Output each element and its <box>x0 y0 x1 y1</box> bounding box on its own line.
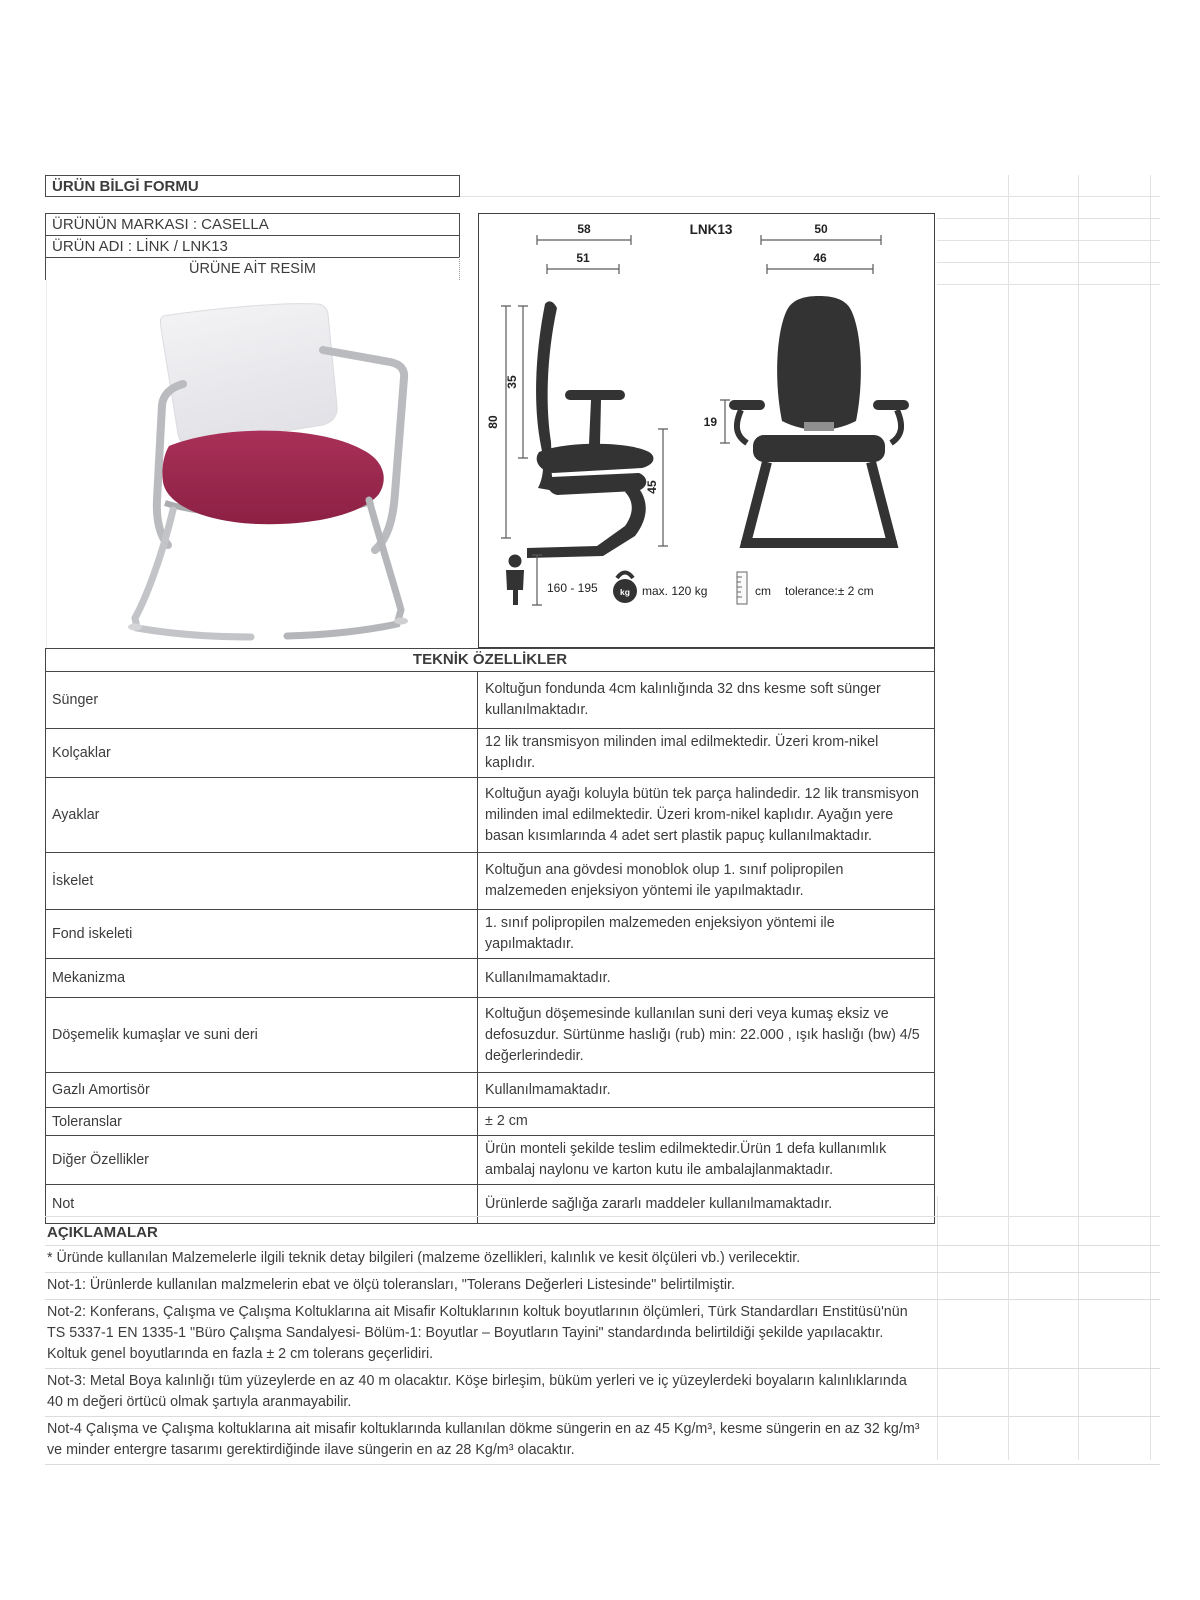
table-row <box>46 998 934 1073</box>
dim-front-width-outer <box>761 222 881 245</box>
svg-text:50: 50 <box>814 222 828 236</box>
svg-text:kg: kg <box>620 587 630 597</box>
spec-label: İskelet <box>46 853 478 909</box>
table-row <box>46 1136 934 1185</box>
foot-pad <box>394 618 408 625</box>
dim-seat-height <box>645 429 668 546</box>
spec-value: ± 2 cm <box>485 1113 528 1129</box>
form-title: ÜRÜN BİLGİ FORMU <box>45 175 460 197</box>
spec-label: Kolçaklar <box>46 729 478 777</box>
notes-section <box>45 1216 1160 1465</box>
spec-value: Ürün monteli şekilde teslim edilmektedir.Ürün 1 defa kullanımlık ambalaj naylonu ve karton kutu ile ambalajlanmaktadır. <box>485 1141 887 1178</box>
spec-label: Gazlı Amortisör <box>46 1073 478 1107</box>
foot-pad <box>128 624 142 631</box>
unit-label: cm <box>755 584 771 598</box>
side-view-chair-icon <box>527 301 653 558</box>
spec-label: Toleranslar <box>46 1108 478 1135</box>
weight-icon <box>613 573 637 604</box>
spec-value: Kullanılmamaktadır. <box>485 969 611 986</box>
dim-total-height <box>486 306 511 538</box>
svg-text:51: 51 <box>576 251 590 265</box>
product-photo-area <box>46 280 459 648</box>
table-row <box>46 672 934 729</box>
svg-text:19: 19 <box>703 415 717 429</box>
spec-label: Fond iskeleti <box>46 910 478 958</box>
spec-label: Ayaklar <box>46 778 478 852</box>
note-text: * Üründe kullanılan Malzemelerle ilgili teknik detay bilgileri (malzeme özellikleri, kalınlık ve kesit ölçüleri vb.) verilecektir. <box>47 1250 801 1266</box>
svg-text:46: 46 <box>813 251 827 265</box>
table-row <box>46 910 934 959</box>
product-name-row: ÜRÜN ADI : LİNK / LNK13 <box>45 235 460 258</box>
left-sled-leg <box>135 510 251 637</box>
spec-label: Döşemelik kumaşlar ve suni deri <box>46 998 478 1072</box>
ruler-icon <box>737 572 747 604</box>
note-item <box>45 1300 1160 1369</box>
front-view-chair-icon <box>729 296 909 547</box>
table-row <box>46 729 934 778</box>
notes-header: AÇIKLAMALAR <box>45 1217 1160 1246</box>
seat-cushion <box>162 431 383 525</box>
svg-text:45: 45 <box>645 480 659 494</box>
svg-text:80: 80 <box>486 415 500 429</box>
backrest-shell <box>160 304 337 447</box>
spec-value: Kullanılmamaktadır. <box>485 1081 611 1098</box>
spec-label: Sünger <box>46 672 478 728</box>
chair-photo-illustration <box>128 304 408 637</box>
table-row <box>46 778 934 853</box>
dim-arm-height <box>704 400 730 443</box>
svg-text:35: 35 <box>505 375 519 389</box>
spec-label: Not <box>46 1185 478 1223</box>
specs-header: TEKNİK ÖZELLİKLER <box>46 649 934 672</box>
dim-side-width-inner <box>547 251 619 274</box>
spec-value: Ürünlerde sağlığa zararlı maddeler kullanılmamaktadır. <box>485 1195 833 1212</box>
product-photo <box>65 288 465 648</box>
image-caption: ÜRÜNE AİT RESİM <box>45 257 460 280</box>
model-label: LNK13 <box>689 222 733 237</box>
svg-text:58: 58 <box>577 222 591 236</box>
person-height-icon <box>506 555 542 606</box>
spec-value: 12 lik transmisyon milinden imal edilmektedir. Üzeri krom-nikel kaplıdır. <box>485 734 879 771</box>
dim-back-height <box>505 306 528 458</box>
spec-label: Diğer Özellikler <box>46 1136 478 1184</box>
note-text: Not-1: Ürünlerde kullanılan malzmelerin ebat ve ölçü toleransları, "Tolerans Değerleri Listesinde" belirtilmiştir. <box>47 1277 735 1293</box>
brand-row: ÜRÜNÜN MARKASI : CASELLA <box>45 213 460 236</box>
table-row <box>46 1073 934 1108</box>
tolerance-label: tolerance:± 2 cm <box>785 584 874 598</box>
dimension-diagram-box <box>478 213 935 648</box>
note-text: Not-3: Metal Boya kalınlığı tüm yüzeylerde en az 40 m olacaktır. Köşe birleşim, büküm yerleri ve iç yüzeylerdeki boyaların kalınlıklarında 40 m değeri örtücü olmak şartıyla aranmayabilir. <box>47 1373 907 1410</box>
spec-label: Mekanizma <box>46 959 478 997</box>
user-height-range: 160 - 195 <box>547 581 598 595</box>
table-row <box>46 1108 934 1136</box>
note-item <box>45 1417 1160 1465</box>
table-row <box>46 959 934 998</box>
technical-specs-table <box>45 648 935 1224</box>
note-item <box>45 1369 1160 1417</box>
spec-value: Koltuğun döşemesinde kullanılan suni deri veya kumaş eksiz ve defosuzdur. Sürtünme haslığı (rub) min: 22.000 , ışık haslığı (bw) 4/5 değerlerindedir. <box>485 1005 920 1064</box>
note-text: Not-4 Çalışma ve Çalışma koltuklarına ait misafir koltuklarında kullanılan dökme süngerin en az 45 Kg/m³, kesme süngerin en az 32 kg/m³ ve minder entergre tasarımı gerektirdiğinde ilave süngerin en az 28 Kg/m³ olacaktır. <box>47 1421 920 1458</box>
dim-side-width-outer <box>537 222 631 245</box>
dim-front-width-inner <box>767 251 873 274</box>
spec-value: Koltuğun fondunda 4cm kalınlığında 32 dns kesme soft sünger kullanılmaktadır. <box>485 681 881 718</box>
dimension-diagram <box>479 214 934 647</box>
note-item <box>45 1273 1160 1300</box>
spec-value: Koltuğun ana gövdesi monoblok olup 1. sınıf polipropilen malzemeden enjeksiyon yöntemi ile yapılmaktadır. <box>485 862 844 899</box>
spec-value: Koltuğun ayağı koluyla bütün tek parça halindedir. 12 lik transmisyon milinden imal edilmektedir. Üzeri krom-nikel kaplıdır. Ayağın yere basan kısımlarında 4 adet sert plastik papuç kullanılmaktadır. <box>485 785 919 844</box>
note-text: Not-2: Konferans, Çalışma ve Çalışma Koltuklarına ait Misafir Koltuklarının koltuk boyutlarının ölçümleri, Türk Standardları Enstitüsü'nün TS 5337-1 EN 1335-1 "Büro Çalışma Sandalyesi- Bölüm-1: Boyutlar – Boyutların Tayini" standardında belirtildiği şekilde yapılacaktır. Koltuk genel boyutlarında en fazla ± 2 cm tolerans geçerlidiri. <box>47 1304 908 1362</box>
table-row <box>46 853 934 910</box>
spec-value: 1. sınıf polipropilen malzemeden enjeksiyon yöntemi ile yapılmaktadır. <box>485 915 835 952</box>
note-item <box>45 1246 1160 1273</box>
max-weight-label: max. 120 kg <box>642 584 708 598</box>
